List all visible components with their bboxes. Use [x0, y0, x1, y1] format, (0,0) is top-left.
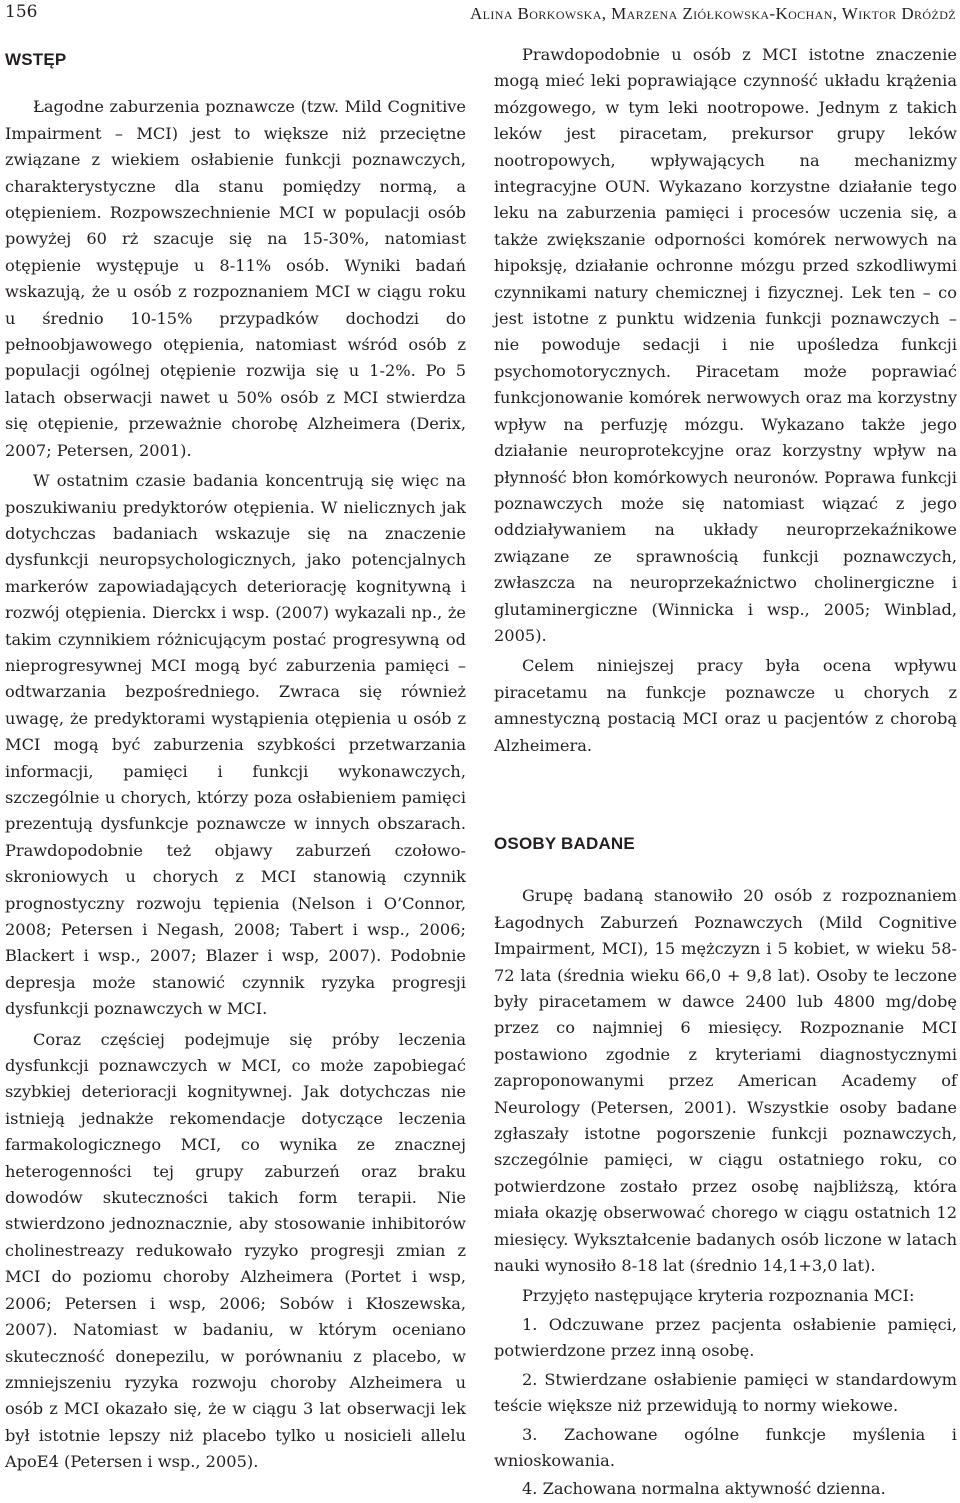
- left-column: [5, 42, 466, 1476]
- section-heading-osoby-badane: OSOBY BADANE: [494, 833, 635, 853]
- list-item: 3. Zachowane ogólne funkcje myślenia i wnioskowania.: [494, 1424, 957, 1470]
- paragraph: Celem niniejszej pracy była ocena wpływu piracetamu na funkcje poznawcze u chorych z amnestyczną postacią MCI oraz u pacjentów z chorobą Alzheimera.: [494, 656, 957, 755]
- page-number: 156: [5, 2, 38, 22]
- paragraph: Łagodne zaburzenia poznawcze (tzw. Mild Cognitive Impairment – MCI) jest to większe niż przeciętne związane z wiekiem osłabienie funkcji poznawczych, charakterystyczne dla stanu pomiędzy normą, a otępieniem. Rozpowszechnienie MCI w populacji osób powyżej 60 rż szacuje się na 15-30%, natomiast otępienie występuje u 8-11% osób. Wyniki badań wskazują, że u osób z rozpoznaniem MCI w ciągu roku u średnio 10-15% przypadków dochodzi do pełnoobjawowego otępienia, natomiast wśród osób z populacji ogólnej otępienie rozwija się u 1-2%. Po 5 latach obserwacji nawet u 50% osób z MCI stwierdza się otępienie, przeważnie chorobę Alzheimera (Derix, 2007; Petersen, 2001).: [5, 97, 466, 460]
- running-head: Alina Borkowska, Marzena Ziółkowska-Kochan, Wiktor Dróżdż: [469, 4, 956, 23]
- list-item: 4. Zachowana normalna aktywność dzienna.: [522, 1479, 886, 1499]
- paragraph: Coraz częściej podejmuje się próby leczenia dysfunkcji poznawczych w MCI, co może zapobiegać szybkiej deterioracji kognitywnej. Jak dotychczas nie istnieją jednakże rekomendacje dotyczące leczenia farmakologicznego MCI, co wynika ze znacznej heterogenności tej grupy zaburzeń oraz braku dowodów skuteczności takich form terapii. Nie stwierdzono jednoznacznie, aby stosowanie inhibitorów cholinestreazy redukowało ryzyko progresji zmian z MCI do poziomu choroby Alzheimera (Portet i wsp, 2006; Petersen i wsp, 2006; Sobów i Kłoszewska, 2007). Natomiast w badaniu, w którym oceniano skuteczność donepezilu, w porównaniu z placebo, w zmniejszeniu ryzyka rozwoju choroby Alzheimera u osób z MCI okazało się, że w ciągu 3 lat obserwacji lek był istotnie lepszy niż placebo tylko u nosicieli allelu ApoE4 (Petersen i wsp., 2005).: [5, 1029, 466, 1472]
- section-heading-wstep: WSTĘP: [5, 50, 67, 69]
- paragraph: W ostatnim czasie badania koncentrują się więc na poszukiwaniu predyktorów otępienia. W nielicznych jak dotychczas badaniach wskazuje się na znaczenie dysfunkcji neuropsychologicznych, jako potencjalnych markerów zapowiadających deteriorację kognitywną i rozwój otępienia. Dierckx i wsp. (2007) wykazali np., że takim czynnikiem różnicującym postać progresywną od nieprogresywnej MCI mogą być zaburzenia pamięci – odtwarzania bezpośredniego. Zwraca się również uwagę, że predyktorami wystąpienia otępienia u osób z MCI mogą być zaburzenia szybkości przetwarzania informacji, pamięci i funkcji wykonawczych, szczególnie u chorych, którzy poza osłabieniem pamięci prezentują dysfunkcje poznawcze w innych obszarach. Prawdopodobnie też objawy zaburzeń czołowo-skroniowych u chorych z MCI stanowią czynnik prognostyczny rozwoju tępienia (Nelson i O’Connor, 2008; Petersen i Negash, 2008; Tabert i wsp., 2006; Blackert i wsp., 2007; Blazer i wsp, 2007). Podobnie depresja może stanowić czynnik ryzyka progresji dysfunkcji poznawczych w MCI.: [5, 471, 466, 1019]
- paragraph: Przyjęto następujące kryteria rozpoznania MCI:: [522, 1286, 915, 1306]
- right-column: [494, 42, 957, 1503]
- list-item: 1. Odczuwane przez pacjenta osłabienie pamięci, potwierdzone przez inną osobę.: [494, 1314, 957, 1361]
- list-item: 2. Stwierdzane osłabienie pamięci w standardowym teście większe niż przewidują to normy wiekowe.: [494, 1369, 957, 1416]
- paragraph: Grupę badaną stanowiło 20 osób z rozpoznaniem Łagodnych Zaburzeń Poznawczych (Mild Cognitive Impairment, MCI), 15 mężczyzn i 5 kobiet, w wieku 58-72 lata (średnia wieku 66,0 + 9,8 lat). Osoby te leczone były piracetamem w dawce 2400 lub 4800 mg/dobę przez co najmniej 6 miesięcy. Rozpoznanie MCI postawiono zgodnie z kryteriami diagnostycznymi zaproponowanymi przez American Academy of Neurology (Petersen, 2001). Wszystkie osoby badane zgłaszały istotne pogorszenie funkcji poznawczych, szczególnie pamięci, w ciągu ostatniego roku, co potwierdzone zostało przez osobę najbliższą, która miała okazję obserwować chorego w ciągu ostatnich 12 miesięcy. Wykształcenie badanych osób liczone w latach nauki wynosiło 8-18 lat (średnio 14,1+3,0 lat).: [494, 886, 957, 1276]
- paragraph: Prawdopodobnie u osób z MCI istotne znaczenie mogą mieć leki poprawiające czynność układu krążenia mózgowego, w tym leki nootropowe. Jednym z takich leków jest piracetam, prekursor grupy leków nootropowych, wpływających na mechanizmy integracyjne OUN. Wykazano korzystne działanie tego leku na zaburzenia pamięci i procesów uczenia się, a także zwiększanie odporności komórek nerwowych na hipoksję, działanie ochronne mózgu przed szkodliwymi czynnikami natury chemicznej i fizycznej. Lek ten – co jest istotne z punktu widzenia funkcji poznawczych – nie powoduje sedacji i nie upośledza funkcji psychomotorycznych. Piracetam może poprawiać funkcjonowanie komórek nerwowych oraz ma korzystny wpływ na perfuzję mózgu. Wykazano także jego działanie neuroprotekcyjne oraz korzystny wpływ na płynność błon komórkowych neuronów. Poprawa funkcji poznawczych może się natomiast wiązać z jego oddziaływaniem na układy neuroprzekaźnikowe związane ze sprawnością funkcji poznawczych, zwłaszcza na neuroprzekaźnictwo cholinergiczne i glutaminergiczne (Winnicka i wsp., 2005; Winblad, 2005).: [494, 45, 957, 645]
